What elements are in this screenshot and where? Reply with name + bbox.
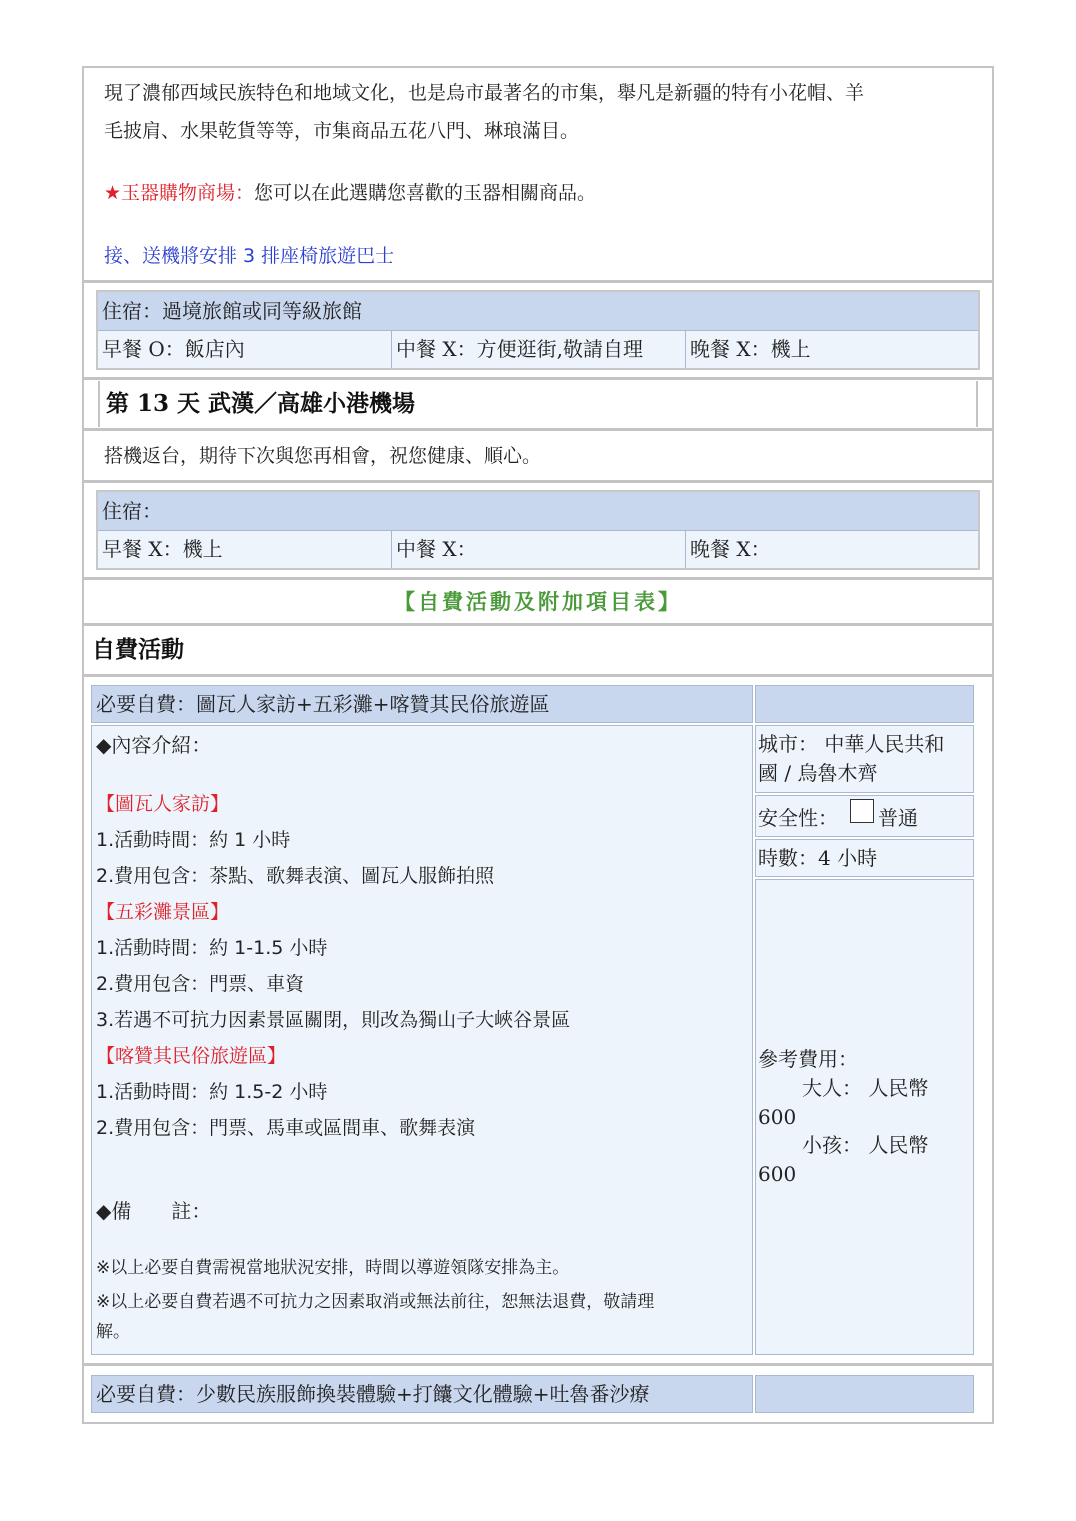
jade-shop-text: 您可以在此選購您喜歡的玉器相關商品。	[254, 182, 597, 204]
section-title-wucaitan: 【五彩灘景區】	[96, 901, 230, 923]
note-label: ◆備 註：	[96, 1199, 212, 1223]
divider	[82, 674, 994, 677]
meal-table-day13	[96, 490, 980, 570]
safety-value: 普通	[878, 806, 918, 830]
lunch-cell	[392, 331, 686, 368]
activity2-title-cell	[91, 1375, 753, 1413]
intro-label: ◆內容介紹：	[96, 733, 212, 757]
city-line-1: 城市： 中華人民共和	[758, 732, 945, 756]
safety-icon	[850, 799, 874, 823]
jade-shop-label: ★玉器購物商場：	[104, 182, 255, 204]
lunch-cell	[392, 531, 686, 568]
intro-line-2: 毛披肩、水果乾貨等等，市集商品五花八門、琳琅滿目。	[104, 120, 580, 142]
tuva-fee-includes: 2.費用包含：茶點、歌舞表演、圖瓦人服飾拍照	[96, 865, 495, 887]
adult-fee-value: 600	[758, 1105, 797, 1129]
bus-note: 接、送機將安排 3 排座椅旅遊巴士	[104, 245, 395, 267]
tuva-time: 1.活動時間：約 1 小時	[96, 829, 291, 851]
lodging-text: 住宿：過境旅館或同等級旅館	[102, 299, 362, 323]
activity-title: 必要自費：圖瓦人家訪+五彩灘+喀贊其民俗旅遊區	[96, 692, 550, 716]
wucaitan-fee-includes: 2.費用包含：門票、車資	[96, 973, 305, 995]
adult-fee-label: 大人： 人民幣	[802, 1076, 929, 1100]
safety-label: 安全性：	[758, 806, 838, 830]
lodging-row	[98, 292, 978, 331]
lodging-row	[98, 492, 978, 531]
lunch-text: 中餐 X：	[396, 537, 477, 561]
note-line-2: ※以上必要自費若遇不可抗力之因素取消或無法前往，恕無法退費，敬請理	[96, 1292, 655, 1312]
hours-cell	[755, 839, 974, 877]
activity2-side-cell	[755, 1375, 974, 1413]
note-line-1: ※以上必要自費需視當地狀況安排，時間以導遊領隊安排為主。	[96, 1258, 570, 1278]
breakfast-cell	[98, 531, 392, 568]
lodging-text: 住宿：	[102, 499, 162, 523]
fee-cell	[755, 879, 974, 1355]
section-title-tuva: 【圖瓦人家訪】	[96, 793, 230, 815]
kazanqi-fee-includes: 2.費用包含：門票、馬車或區間車、歌舞表演	[96, 1117, 476, 1139]
child-fee-value: 600	[758, 1162, 797, 1186]
city-line-2: 國 / 烏魯木齊	[758, 761, 878, 785]
day-description: 搭機返台，期待下次與您再相會，祝您健康、順心。	[104, 445, 542, 467]
activity-title-cell	[91, 685, 753, 723]
activity-content-cell	[91, 725, 753, 1355]
wucaitan-time: 1.活動時間：約 1-1.5 小時	[96, 937, 328, 959]
day-title: 第 13 天 武漢／高雄小港機場	[106, 390, 416, 417]
safety-cell	[755, 795, 974, 837]
dinner-text: 晚餐 X：機上	[690, 337, 811, 361]
child-fee-label: 小孩： 人民幣	[802, 1133, 929, 1157]
day-title-box	[98, 381, 978, 427]
extras-section-title: 【自費活動及附加項目表】	[394, 590, 682, 614]
activity2-title: 必要自費：少數民族服飾換裝體驗+打饢文化體驗+吐魯番沙療	[96, 1382, 650, 1406]
lunch-text: 中餐 X：方便逛街,敬請自理	[396, 337, 643, 361]
dinner-cell	[686, 531, 978, 568]
divider	[82, 280, 994, 283]
activity-title-side-cell	[755, 685, 974, 723]
breakfast-cell	[98, 331, 392, 368]
kazanqi-time: 1.活動時間：約 1.5-2 小時	[96, 1081, 328, 1103]
divider	[82, 480, 994, 483]
divider	[82, 428, 994, 431]
breakfast-text: 早餐 X：機上	[102, 537, 223, 561]
breakfast-text: 早餐 O：飯店內	[102, 337, 245, 361]
hours-text: 時數：4 小時	[758, 846, 878, 870]
divider	[82, 577, 994, 580]
wucaitan-closure-note: 3.若遇不可抗力因素景區關閉，則改為獨山子大峽谷景區	[96, 1009, 571, 1031]
section-title-kazanqi: 【喀贊其民俗旅遊區】	[96, 1045, 287, 1067]
divider	[82, 623, 994, 626]
self-pay-heading: 自費活動	[92, 636, 184, 663]
city-cell	[755, 725, 974, 793]
divider	[82, 377, 994, 380]
dinner-cell	[686, 331, 978, 368]
intro-line-1: 現了濃郁西域民族特色和地域文化，也是烏市最著名的市集，舉凡是新疆的特有小花帽、羊	[104, 82, 865, 104]
divider	[82, 1363, 994, 1366]
note-line-3: 解。	[96, 1322, 130, 1342]
jade-shop-line	[104, 181, 596, 205]
dinner-text: 晚餐 X：	[690, 537, 771, 561]
meal-table-day12	[96, 290, 980, 370]
fee-label: 參考費用：	[758, 1047, 858, 1071]
